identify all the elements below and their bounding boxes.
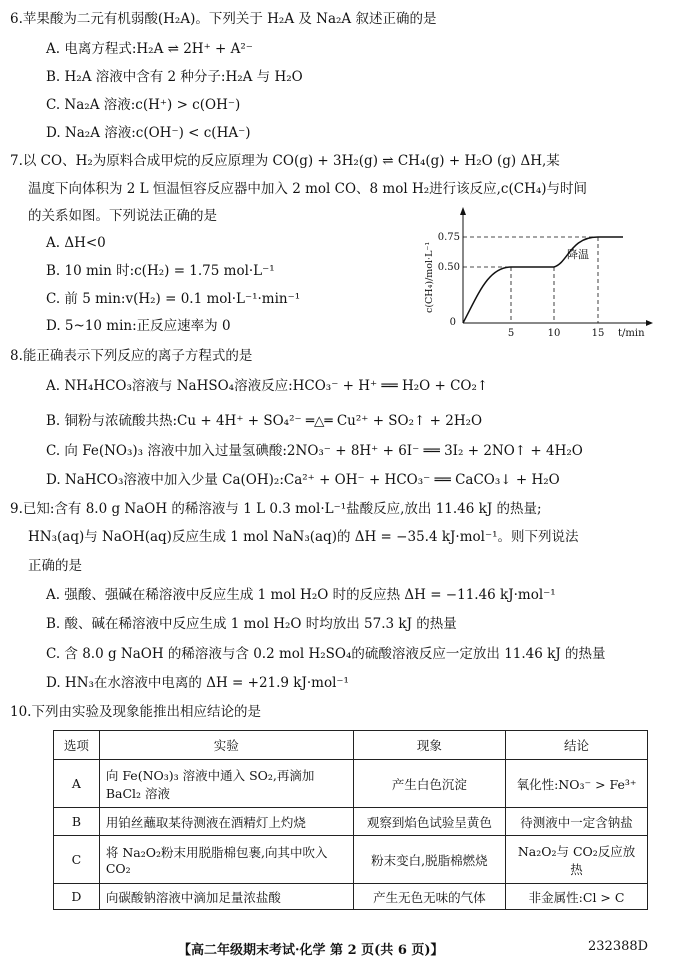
paper-code: 232388D <box>588 939 649 954</box>
table-row <box>54 884 648 910</box>
header-phenomenon: 现象 <box>353 731 505 760</box>
cell-phenomenon: 观察到焰色试验呈黄色 <box>353 808 505 836</box>
cell-option: D <box>54 884 100 910</box>
question-10-stem: 10.下列由实验及现象能推出相应结论的是 <box>10 704 261 720</box>
table-row <box>54 836 648 884</box>
y-axis-label: c(CH₄)/mol·L⁻¹ <box>424 241 435 313</box>
cell-conclusion: Na₂O₂与 CO₂反应放热 <box>506 836 648 884</box>
cell-option: B <box>54 808 100 836</box>
cell-conclusion: 氧化性:NO₃⁻ > Fe³⁺ <box>506 760 648 808</box>
cell-experiment: 用铂丝蘸取某待测液在酒精灯上灼烧 <box>99 808 353 836</box>
q8-option-b: B. 铜粉与浓硫酸共热:Cu + 4H⁺ + SO₄²⁻ ═△═ Cu²⁺ + SO₂↑ + 2H₂O <box>46 413 483 429</box>
y-tick-050: 0.50 <box>437 262 460 273</box>
cell-experiment: 向 Fe(NO₃)₃ 溶液中通入 SO₂,再滴加 BaCl₂ 溶液 <box>99 760 353 808</box>
q8-option-d: D. NaHCO₃溶液中加入少量 Ca(OH)₂:Ca²⁺ + OH⁻ + HCO₃⁻ ══ CaCO₃↓ + H₂O <box>46 472 560 488</box>
q8-option-a: A. NH₄HCO₃溶液与 NaHSO₄溶液反应:HCO₃⁻ + H⁺ ══ H₂O + CO₂↑ <box>46 378 489 394</box>
q7-option-d: D. 5~10 min:正反应速率为 0 <box>46 318 231 334</box>
cell-conclusion: 非金属性:Cl > C <box>506 884 648 910</box>
cooling-annotation: 降温 <box>567 248 589 261</box>
cell-option: A <box>54 760 100 808</box>
concentration-time-graph <box>418 205 668 340</box>
q9-option-b: B. 酸、碱在稀溶液中反应生成 1 mol H₂O 时均放出 57.3 kJ 的热量 <box>46 616 457 632</box>
q6-option-d: D. Na₂A 溶液:c(OH⁻) < c(HA⁻) <box>46 125 251 141</box>
x-tick-5: 5 <box>507 328 515 339</box>
y-axis-arrow-icon <box>460 207 466 215</box>
x-tick-10: 10 <box>547 328 561 339</box>
q7-option-b: B. 10 min 时:c(H₂) = 1.75 mol·L⁻¹ <box>46 263 275 279</box>
q8-option-c: C. 向 Fe(NO₃)₃ 溶液中加入过量氢碘酸:2NO₃⁻ + 8H⁺ + 6I⁻ ══ 3I₂ + 2NO↑ + 4H₂O <box>46 443 583 459</box>
question-9-stem-1: 9.已知:含有 8.0 g NaOH 的稀溶液与 1 L 0.3 mol·L⁻¹盐酸反应,放出 11.46 kJ 的热量; <box>10 501 542 517</box>
question-6-stem: 6.苹果酸为二元有机弱酸(H₂A)。下列关于 H₂A 及 Na₂A 叙述正确的是 <box>10 11 437 27</box>
table-row <box>54 760 648 808</box>
q6-option-b: B. H₂A 溶液中含有 2 种分子:H₂A 与 H₂O <box>46 69 303 85</box>
cell-experiment: 将 Na₂O₂粉末用脱脂棉包裹,向其中吹入 CO₂ <box>99 836 353 884</box>
question-7-stem-1: 7.以 CO、H₂为原料合成甲烷的反应原理为 CO(g) + 3H₂(g) ⇌ CH₄(g) + H₂O (g) ΔH,某 <box>10 153 560 169</box>
table-header-row <box>54 731 648 760</box>
y-tick-075: 0.75 <box>437 232 460 243</box>
q7-option-a: A. ΔH<0 <box>46 235 106 251</box>
header-option: 选项 <box>54 731 100 760</box>
question-7-stem-2: 温度下向体积为 2 L 恒温恒容反应器中加入 2 mol CO、8 mol H₂进行该反应,c(CH₄)与时间 <box>28 181 588 197</box>
cell-phenomenon: 产生无色无味的气体 <box>353 884 505 910</box>
question-8-stem: 8.能正确表示下列反应的离子方程式的是 <box>10 348 253 364</box>
experiment-table <box>53 730 648 910</box>
c-ch4-curve <box>463 237 623 323</box>
q6-option-c: C. Na₂A 溶液:c(H⁺) > c(OH⁻) <box>46 97 241 113</box>
origin-label: 0 <box>449 317 456 328</box>
q6-option-a: A. 电离方程式:H₂A ⇌ 2H⁺ + A²⁻ <box>46 41 253 57</box>
page-footer: 【高二年级期末考试·化学 第 2 页(共 6 页)】 <box>178 943 444 958</box>
header-experiment: 实验 <box>99 731 353 760</box>
x-axis-arrow-icon <box>646 320 653 326</box>
q7-option-c: C. 前 5 min:v(H₂) = 0.1 mol·L⁻¹·min⁻¹ <box>46 291 301 307</box>
cell-conclusion: 待测液中一定含钠盐 <box>506 808 648 836</box>
cell-phenomenon: 粉末变白,脱脂棉燃烧 <box>353 836 505 884</box>
header-conclusion: 结论 <box>506 731 648 760</box>
cell-option: C <box>54 836 100 884</box>
q9-option-c: C. 含 8.0 g NaOH 的稀溶液与含 0.2 mol H₂SO₄的硫酸溶液反应一定放出 11.46 kJ 的热量 <box>46 646 606 662</box>
x-tick-15: 15 <box>591 328 605 339</box>
q9-option-a: A. 强酸、强碱在稀溶液中反应生成 1 mol H₂O 时的反应热 ΔH = −11.46 kJ·mol⁻¹ <box>46 587 556 603</box>
question-9-stem-3: 正确的是 <box>28 558 82 574</box>
q9-option-d: D. HN₃在水溶液中电离的 ΔH = +21.9 kJ·mol⁻¹ <box>46 675 349 691</box>
table-row <box>54 808 648 836</box>
question-9-stem-2: HN₃(aq)与 NaOH(aq)反应生成 1 mol NaN₃(aq)的 ΔH = −35.4 kJ·mol⁻¹。则下列说法 <box>28 529 579 545</box>
cell-experiment: 向碳酸钠溶液中滴加足量浓盐酸 <box>99 884 353 910</box>
x-axis-label: t/min <box>618 328 645 339</box>
cell-phenomenon: 产生白色沉淀 <box>353 760 505 808</box>
question-7-stem-3: 的关系如图。下列说法正确的是 <box>28 208 217 224</box>
